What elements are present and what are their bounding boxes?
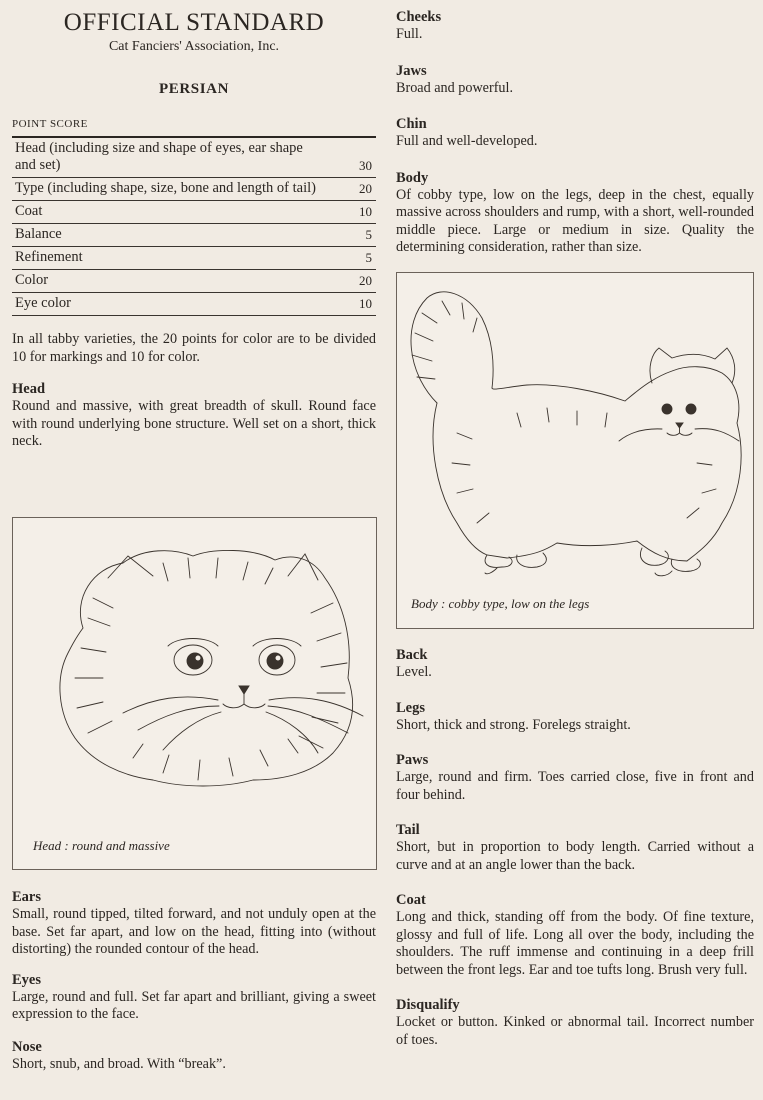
section-eyes (12, 971, 376, 1024)
table-row (12, 201, 376, 224)
section-chin (396, 115, 754, 151)
page-title: OFFICIAL STANDARD (63, 9, 325, 36)
section-cheeks (396, 8, 754, 44)
section-back (396, 646, 754, 682)
section-text: Locket or button. Kinked or abnormal tail. Incorrect number of toes. (396, 1014, 754, 1048)
section-heading: Nose (12, 1038, 42, 1055)
section-text: Large, round and firm. Toes carried close, five in front and four behind. (396, 769, 754, 803)
persian-head-illustration (13, 518, 376, 869)
section-text: Of cobby type, low on the legs, deep in the chest, equally massive across shoulders and rump, with a short, well-rounded middle piece. Large or medium in size. Quality the determining consideration, rather than size. (396, 186, 754, 255)
score-label: Type (including shape, size, bone and length of tail) (12, 178, 329, 201)
section-text: Full. (396, 26, 423, 42)
point-score-heading: POINT SCORE (12, 118, 376, 138)
head-figure-caption: Head : round and massive (33, 838, 170, 853)
score-label: Balance (12, 224, 329, 247)
section-text: Round and massive, with great breadth of skull. Round face with round underlying bone structure. Well set on a short, thick neck. (12, 398, 376, 449)
section-text: Short, but in proportion to body length. Carried without a curve and at an angle lower than the back. (396, 839, 754, 873)
score-label: Head (including size and shape of eyes, ear shape and set) (12, 138, 329, 178)
left-column-lower (12, 888, 376, 1073)
section-disqualify (396, 996, 754, 1049)
section-paws (396, 751, 754, 804)
section-jaws (396, 62, 754, 98)
score-points: 5 (329, 224, 376, 247)
section-text: Long and thick, standing off from the body. Of fine texture, glossy and full of life. Long all over the body, including the shoulders. The ruff immense and continuing in a deep frill between the front legs. Ear and toe tufts long. Brush very full. (396, 909, 754, 978)
score-label: Color (12, 270, 329, 293)
point-score-table (12, 138, 376, 316)
score-label: Coat (12, 201, 329, 224)
breed-name: PERSIAN (158, 81, 230, 97)
table-row (12, 178, 376, 201)
body-figure-caption: Body : cobby type, low on the legs (411, 596, 590, 611)
section-heading: Head (12, 381, 46, 397)
section-heading: Tail (396, 822, 420, 838)
body-illustration-figure (396, 272, 754, 629)
section-text: Full and well-developed. (396, 133, 538, 149)
section-tail (396, 821, 754, 874)
persian-body-illustration (397, 273, 753, 628)
section-heading: Jaws (396, 62, 427, 79)
head-illustration-figure (12, 517, 377, 870)
score-points: 10 (329, 201, 376, 224)
section-legs (396, 699, 754, 735)
score-label: Eye color (12, 293, 329, 316)
table-row (12, 270, 376, 293)
tabby-note: In all tabby varieties, the 20 points for color are to be divided 10 for markings and 10 for color. (12, 331, 376, 365)
table-row (12, 224, 376, 247)
section-nose (12, 1038, 376, 1074)
section-body (396, 169, 754, 257)
section-text: Short, thick and strong. Forelegs straight. (396, 716, 631, 733)
section-heading: Paws (396, 752, 429, 768)
section-heading: Chin (396, 116, 427, 132)
score-points: 20 (329, 178, 376, 201)
section-heading: Legs (396, 699, 425, 716)
section-text: Small, round tipped, tilted forward, and not unduly open at the base. Set far apart, and low on the head, fitting into (without distorting) the rounded contour of the head. (12, 906, 376, 957)
section-text: Large, round and full. Set far apart and brilliant, giving a sweet expression to the face. (12, 988, 376, 1022)
section-heading: Disqualify (396, 997, 460, 1013)
section-heading: Eyes (12, 971, 41, 988)
score-label: Refinement (12, 247, 329, 270)
section-heading: Back (396, 647, 428, 663)
section-text: Short, snub, and broad. With “break”. (12, 1055, 226, 1072)
section-heading: Body (396, 169, 429, 186)
score-points: 5 (329, 247, 376, 270)
right-column-lower (396, 646, 754, 1049)
score-points: 10 (329, 293, 376, 316)
organization-name: Cat Fanciers' Association, Inc. (108, 39, 280, 54)
section-ears (12, 888, 376, 959)
section-heading: Ears (12, 889, 41, 905)
right-column (396, 8, 754, 257)
table-row (12, 293, 376, 316)
score-points: 30 (329, 138, 376, 178)
section-head (12, 380, 376, 451)
section-heading: Coat (396, 892, 426, 908)
left-column (12, 8, 376, 451)
score-points: 20 (329, 270, 376, 293)
section-text: Level. (396, 664, 432, 680)
table-row (12, 138, 376, 178)
table-row (12, 247, 376, 270)
section-text: Broad and powerful. (396, 79, 514, 96)
section-heading: Cheeks (396, 9, 442, 25)
section-coat (396, 891, 754, 979)
